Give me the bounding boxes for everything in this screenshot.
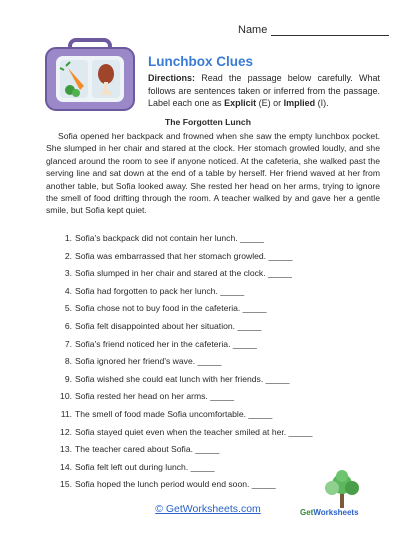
question-item xyxy=(60,388,312,406)
question-text[interactable]: Sofia felt left out during lunch. _____ xyxy=(75,461,215,472)
question-text[interactable]: Sofia ignored her friend's wave. _____ xyxy=(75,356,222,367)
question-number: 2. xyxy=(64,250,72,261)
directions xyxy=(148,72,380,110)
question-item xyxy=(60,459,312,477)
logo-worksheets: Worksheets xyxy=(313,508,359,517)
question-item xyxy=(60,283,312,301)
question-item xyxy=(60,230,312,248)
directions-text: Read the passage below carefully. What follows are sentences taken or inferred from the passage. Label each one as xyxy=(148,73,380,108)
question-text[interactable]: Sofia's backpack did not contain her lunch. _____ xyxy=(75,233,264,243)
question-number: 3. xyxy=(64,268,72,279)
question-item xyxy=(60,265,312,283)
question-text[interactable]: Sofia stayed quiet even when the teacher smiled at her. _____ xyxy=(75,426,313,437)
explicit-abbr: (E) or xyxy=(256,98,284,108)
question-number: 9. xyxy=(64,373,72,384)
explicit-term: Explicit xyxy=(224,98,257,108)
question-number: 7. xyxy=(64,338,72,349)
question-number: 15. xyxy=(60,479,72,490)
question-number: 13. xyxy=(60,444,72,455)
question-item xyxy=(60,441,312,459)
name-field[interactable] xyxy=(238,24,389,36)
question-number: 8. xyxy=(64,356,72,367)
worksheet-title: Lunchbox Clues xyxy=(148,54,254,69)
question-text[interactable]: The teacher cared about Sofia. _____ xyxy=(75,444,220,455)
question-item xyxy=(60,371,312,389)
question-item xyxy=(60,318,312,336)
logo-wordmark xyxy=(300,508,359,517)
lunchbox-illustration xyxy=(44,38,136,112)
name-line[interactable] xyxy=(271,25,389,36)
question-text[interactable]: Sofia chose not to buy food in the cafeteria. _____ xyxy=(75,303,267,314)
question-item xyxy=(60,336,312,354)
question-item xyxy=(60,476,312,494)
question-text[interactable]: Sofia's friend noticed her in the cafeteria. _____ xyxy=(75,338,257,349)
getworksheets-link[interactable]: © GetWorksheets.com xyxy=(155,503,261,515)
passage-title: The Forgotten Lunch xyxy=(165,117,251,127)
question-number: 6. xyxy=(64,320,72,331)
question-text[interactable]: Sofia slumped in her chair and stared at the clock. _____ xyxy=(75,268,292,279)
implied-term: Implied xyxy=(283,98,316,108)
question-item xyxy=(60,300,312,318)
question-number: 4. xyxy=(64,285,72,296)
question-text[interactable]: Sofia wished she could eat lunch with her friends. _____ xyxy=(75,373,290,384)
question-item xyxy=(60,248,312,266)
question-text[interactable]: Sofia felt disappointed about her situation. _____ xyxy=(75,320,262,331)
passage-text: Sofia opened her backpack and frowned when she saw the empty lunchbox pocket. She slumped in her chair and stared at the clock. Her stomach growled loudly, and she glanced around the room to see if anyone noticed. At the cafeteria, she walked past the serving line and sat down at the end of a table by herself. Her friend waved at her from another table, but Sofia looked away. She rested her head on her arms, trying to ignore the smell of food drifting through the room. A teacher walked by and gave her a gentle smile, but Sofia kept quiet. xyxy=(46,131,380,216)
directions-label: Directions: xyxy=(148,73,196,83)
question-number: 11. xyxy=(60,408,72,419)
question-number: 5. xyxy=(64,303,72,314)
implied-abbr: (I). xyxy=(315,98,329,108)
question-text[interactable]: Sofia rested her head on her arms. _____ xyxy=(75,391,235,402)
name-label: Name xyxy=(238,24,268,36)
logo-get: Get xyxy=(300,508,314,517)
question-number: 14. xyxy=(60,461,72,472)
question-number: 10. xyxy=(60,391,72,402)
question-text[interactable]: Sofia had forgotten to pack her lunch. _____ xyxy=(75,285,245,296)
question-item xyxy=(60,424,312,442)
question-item xyxy=(60,406,312,424)
question-text[interactable]: Sofia hoped the lunch period would end soon. _____ xyxy=(75,479,276,490)
question-list xyxy=(60,230,312,494)
question-number: 12. xyxy=(60,426,72,437)
question-number: 1. xyxy=(64,233,72,243)
question-text[interactable]: Sofia was embarrassed that her stomach growled. _____ xyxy=(75,250,293,261)
question-item xyxy=(60,353,312,371)
question-text[interactable]: The smell of food made Sofia uncomfortable. _____ xyxy=(75,408,273,419)
